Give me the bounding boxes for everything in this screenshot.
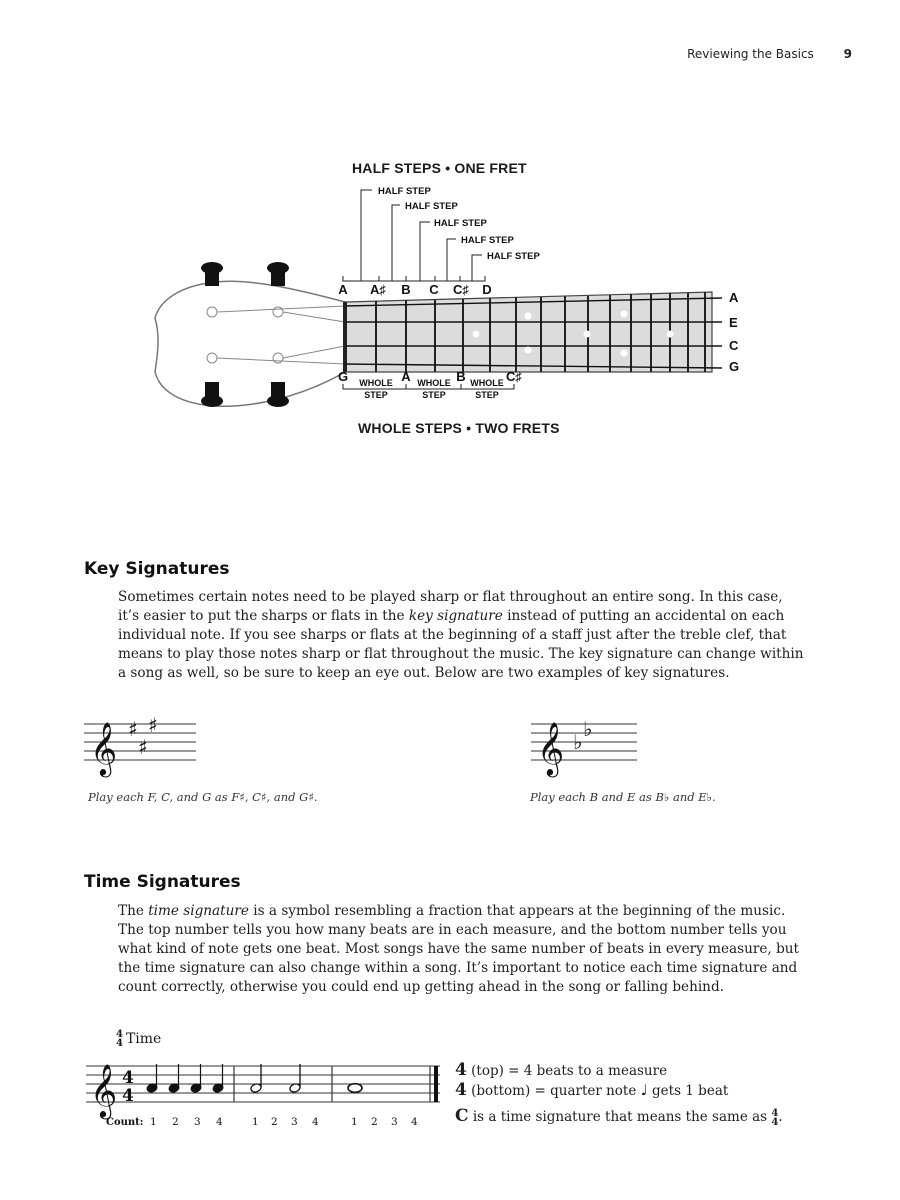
half-step-labels [378, 186, 540, 262]
measure-3-whole-note [348, 1084, 362, 1093]
note-b: B [401, 282, 411, 297]
half-step-label: HALF STEP [461, 235, 514, 246]
whole-step-label: WHOLE [359, 378, 393, 388]
whole-step-label: STEP [364, 390, 388, 400]
half-step-label: HALF STEP [378, 186, 431, 197]
key-signatures-paragraph: Sometimes certain notes need to be played sharp or flat throughout an entire song. In this case, it’s easier to put the sharps or flats in the key signature instead of putting an accidental on each individual note. If you see sharps or flats at the beginning of a staff just after the treble clef, that means to play those notes sharp or flat throughout the music. The key signature can change within a song as well, so be sure to keep an eye out. Below are two examples of key signatures. [118, 589, 804, 681]
note-d: D [482, 282, 492, 297]
ts-bottom-explanation: 4 (bottom) = quarter note ♩ gets 1 beat [455, 1080, 729, 1100]
svg-text:1: 1 [351, 1116, 358, 1128]
half-step-label: HALF STEP [487, 251, 540, 262]
measure-2-half-notes [250, 1064, 301, 1093]
note-a: A [401, 369, 411, 384]
headstock [155, 281, 345, 406]
term-key-signature: key signature [408, 608, 503, 624]
svg-text:4: 4 [216, 1116, 223, 1128]
ts-top-explanation: 4 (top) = 4 beats to a measure [455, 1060, 668, 1080]
flat-b-icon: ♭ [573, 730, 583, 754]
time-signatures-paragraph: The time signature is a symbol resembling a fraction that appears at the beginning of the music. The top number tells you how many beats are in each measure, and the bottom number tells you what kind of note gets one beat. Most songs have the same number of beats in every measure, but the time signature can also change within a song. It’s important to notice each time signature and count correctly, otherwise you could end up getting ahead in the song or falling behind. [118, 903, 799, 995]
note-a-sharp: A♯ [370, 282, 386, 297]
treble-clef-icon: 𝄞 [537, 721, 565, 775]
ukulele-fretboard-diagram [0, 180, 900, 420]
count-row [106, 1116, 418, 1128]
running-head [687, 47, 852, 61]
note-a: A [338, 282, 348, 297]
string-c: C [729, 338, 739, 353]
note-c: C [429, 282, 439, 297]
note-c-sharp: C♯ [453, 282, 469, 297]
half-step-label: HALF STEP [434, 218, 487, 229]
common-time-explanation: C is a time signature that means the same as 4 4. [455, 1106, 783, 1128]
term-time-signature: time signature [148, 903, 249, 919]
string-labels [729, 290, 739, 374]
half-step-label: HALF STEP [405, 201, 458, 212]
whole-step-label: WHOLE [417, 378, 451, 388]
note-b: B [456, 369, 466, 384]
treble-clef-icon: 𝄞 [90, 1063, 118, 1117]
whole-steps-title: WHOLE STEPS • TWO FRETS [358, 420, 560, 436]
note-c-sharp: C♯ [506, 369, 522, 384]
sharp-g-icon: ♯ [148, 713, 158, 737]
flats-caption: Play each B and E as B♭ and E♭. [530, 790, 716, 804]
sharps-caption: Play each F, C, and G as F♯, C♯, and G♯. [88, 790, 318, 804]
sharp-f-icon: ♯ [128, 717, 138, 741]
flat-e-icon: ♭ [583, 717, 593, 741]
time-example-label: 4 4 Time [116, 1029, 162, 1049]
ts-denominator: 4 [122, 1086, 134, 1106]
whole-step-label: WHOLE [470, 378, 504, 388]
svg-text:4: 4 [312, 1116, 319, 1128]
common-time-symbol: C [455, 1106, 469, 1126]
page-number: 9 [843, 47, 852, 61]
neck [345, 292, 712, 372]
key-signature-sharps-staff [84, 712, 198, 788]
svg-text:2: 2 [271, 1116, 278, 1128]
svg-text:3: 3 [291, 1116, 298, 1128]
time-label-fraction: 4 4 [116, 1029, 123, 1049]
quarter-note-icon: ♩ [640, 1081, 648, 1099]
note-g: G [337, 369, 349, 384]
string-a: A [729, 290, 739, 305]
key-signatures-heading: Key Signatures [84, 559, 230, 579]
svg-text:4: 4 [411, 1116, 418, 1128]
whole-step-label: STEP [475, 390, 499, 400]
half-steps-title: HALF STEPS • ONE FRET [352, 160, 527, 176]
ts-numerator: 4 [122, 1068, 134, 1088]
svg-text:3: 3 [194, 1116, 201, 1128]
svg-text:2: 2 [172, 1116, 179, 1128]
svg-text:1: 1 [150, 1116, 157, 1128]
svg-text:1: 1 [252, 1116, 259, 1128]
whole-step-label: STEP [422, 390, 446, 400]
svg-text:2: 2 [371, 1116, 378, 1128]
running-head-title: Reviewing the Basics [687, 47, 814, 61]
sharp-c-icon: ♯ [138, 735, 148, 759]
string-e: E [729, 315, 738, 330]
treble-clef-icon: 𝄞 [90, 721, 118, 775]
string-g: G [729, 359, 740, 374]
measure-1-quarter-notes [146, 1064, 224, 1093]
count-label: Count: [106, 1117, 144, 1128]
svg-text:3: 3 [391, 1116, 398, 1128]
time-signature-staff [84, 1056, 444, 1132]
top-note-labels [338, 282, 491, 297]
key-signature-flats-staff [531, 712, 639, 788]
time-signatures-heading: Time Signatures [84, 872, 241, 892]
